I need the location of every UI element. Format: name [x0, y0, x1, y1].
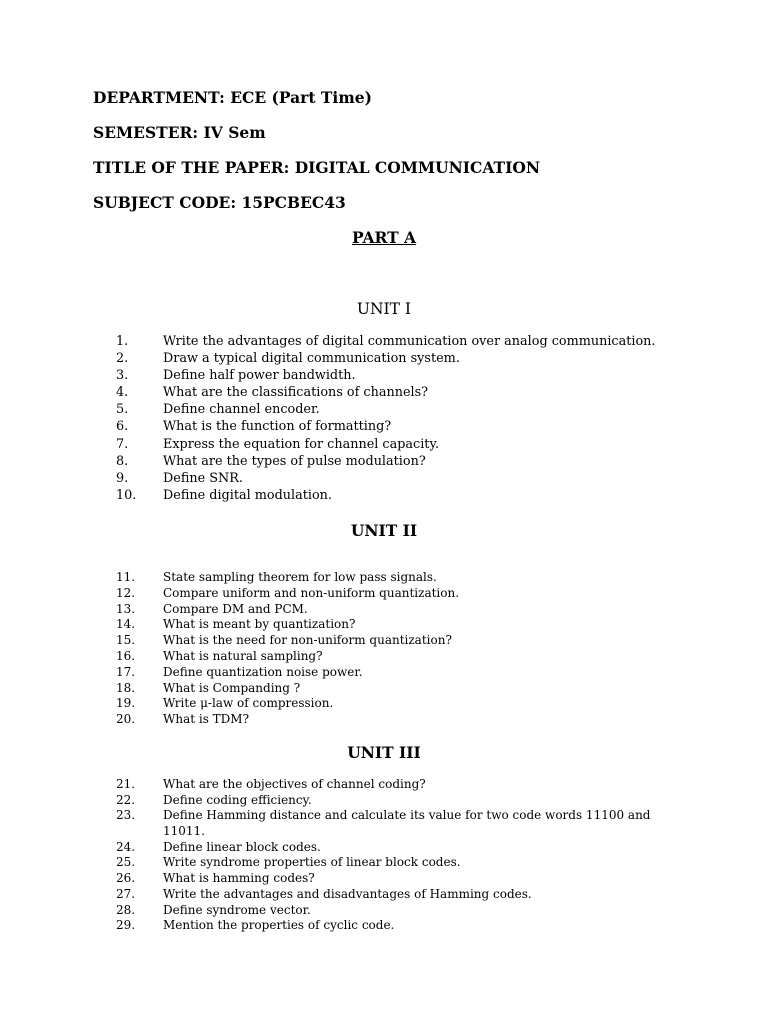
question-number: 15.: [116, 633, 136, 648]
question-text: Define half power bandwidth.: [163, 368, 356, 384]
question-text: What is natural sampling?: [163, 648, 323, 663]
question-number: 24.: [116, 839, 136, 854]
question-item: [0, 367, 768, 384]
question-item: [0, 384, 768, 401]
question-text: Express the equation for channel capacity.: [163, 436, 440, 452]
question-number: 1.: [116, 334, 129, 349]
question-text: Define Hamming distance and calculate its value for two code words 11100 and 11011.: [163, 808, 651, 839]
question-item: [0, 918, 768, 934]
question-number: 27.: [116, 886, 136, 901]
question-number: 23.: [116, 808, 136, 823]
question-text: Compare DM and PCM.: [163, 601, 308, 616]
question-text: Mention the properties of cyclic code.: [163, 918, 395, 933]
question-item: [0, 487, 768, 504]
question-text: Write the advantages and disadvantages of Hamming codes.: [163, 886, 532, 901]
question-text: Compare uniform and non-uniform quantization.: [163, 585, 460, 600]
subject-code-line: SUBJECT CODE: 15PCBEC43: [93, 193, 346, 212]
question-number: 7.: [116, 436, 129, 452]
question-text: What are the objectives of channel coding?: [163, 777, 426, 791]
question-item: [0, 777, 768, 793]
question-item: [0, 602, 768, 618]
question-item: [0, 808, 768, 839]
unit-3-heading: UNIT III: [347, 743, 421, 762]
question-number: 13.: [116, 601, 136, 616]
part-heading: PART A: [351, 228, 417, 247]
question-text: Define SNR.: [163, 470, 243, 486]
question-text: Define quantization noise power.: [163, 664, 363, 679]
question-text: State sampling theorem for low pass signals.: [163, 570, 437, 584]
unit-3-question-list: [0, 777, 768, 934]
question-item: [0, 696, 768, 712]
question-text: Define coding efficiency.: [163, 792, 312, 807]
question-number: 28.: [116, 902, 136, 917]
question-number: 3.: [116, 368, 129, 384]
question-number: 14.: [116, 617, 136, 632]
question-number: 21.: [116, 777, 136, 791]
question-item: [0, 453, 768, 470]
question-item: [0, 855, 768, 871]
question-text: Define digital modulation.: [163, 487, 332, 503]
question-number: 18.: [116, 680, 136, 695]
department-line: DEPARTMENT: ECE (Part Time): [93, 88, 372, 107]
question-number: 4.: [116, 385, 129, 401]
question-item: [0, 903, 768, 919]
question-number: 20.: [116, 712, 136, 727]
question-text: What are the classifications of channels?: [163, 385, 429, 401]
question-item: [0, 793, 768, 809]
question-number: 11.: [116, 570, 136, 584]
question-text: What is the function of formatting?: [163, 419, 392, 435]
question-text: Define channel encoder.: [163, 402, 320, 418]
unit-1-heading: UNIT I: [356, 300, 412, 318]
question-number: 2.: [116, 351, 129, 367]
unit-2-heading: UNIT II: [350, 521, 418, 540]
question-number: 12.: [116, 585, 136, 600]
question-number: 19.: [116, 696, 136, 711]
question-item: [0, 871, 768, 887]
question-item: [0, 586, 768, 602]
question-text: What is Companding ?: [163, 680, 301, 695]
question-text: What are the types of pulse modulation?: [163, 453, 426, 469]
question-text: What is TDM?: [163, 712, 250, 727]
question-number: 22.: [116, 792, 136, 807]
question-text: Write syndrome properties of linear block codes.: [163, 855, 461, 870]
question-number: 26.: [116, 871, 136, 886]
question-text: What is hamming codes?: [163, 871, 315, 886]
question-number: 8.: [116, 453, 129, 469]
question-number: 9.: [116, 470, 129, 486]
paper-title-line: TITLE OF THE PAPER: DIGITAL COMMUNICATION: [93, 158, 540, 177]
question-number: 25.: [116, 855, 136, 870]
question-text: Write the advantages of digital communication over analog communication.: [163, 334, 656, 349]
question-item: [0, 436, 768, 453]
semester-line: SEMESTER: IV Sem: [93, 123, 266, 142]
question-text: What is meant by quantization?: [163, 617, 356, 632]
question-text: What is the need for non-uniform quantization?: [163, 633, 452, 648]
question-item: [0, 681, 768, 697]
question-number: 10.: [116, 487, 137, 503]
question-item: [0, 617, 768, 633]
question-text: Draw a typical digital communication system.: [163, 351, 460, 367]
unit-2-question-list: [0, 570, 768, 728]
question-text: Define syndrome vector.: [163, 902, 311, 917]
question-item: [0, 470, 768, 487]
question-item: [0, 633, 768, 649]
question-item: [0, 665, 768, 681]
question-item: [0, 350, 768, 367]
question-item: [0, 887, 768, 903]
question-item: [0, 649, 768, 665]
unit-1-question-list: [0, 333, 768, 504]
question-text: Write μ-law of compression.: [163, 696, 334, 711]
question-item: [0, 570, 768, 586]
question-number: 16.: [116, 648, 136, 663]
question-item: [0, 401, 768, 418]
question-item: [0, 418, 768, 435]
question-text: Define linear block codes.: [163, 839, 321, 854]
question-number: 5.: [116, 402, 129, 418]
question-item: [0, 712, 768, 728]
question-item: [0, 840, 768, 856]
question-number: 6.: [116, 419, 129, 435]
question-item: [0, 333, 768, 350]
question-number: 17.: [116, 664, 136, 679]
question-number: 29.: [116, 918, 136, 933]
